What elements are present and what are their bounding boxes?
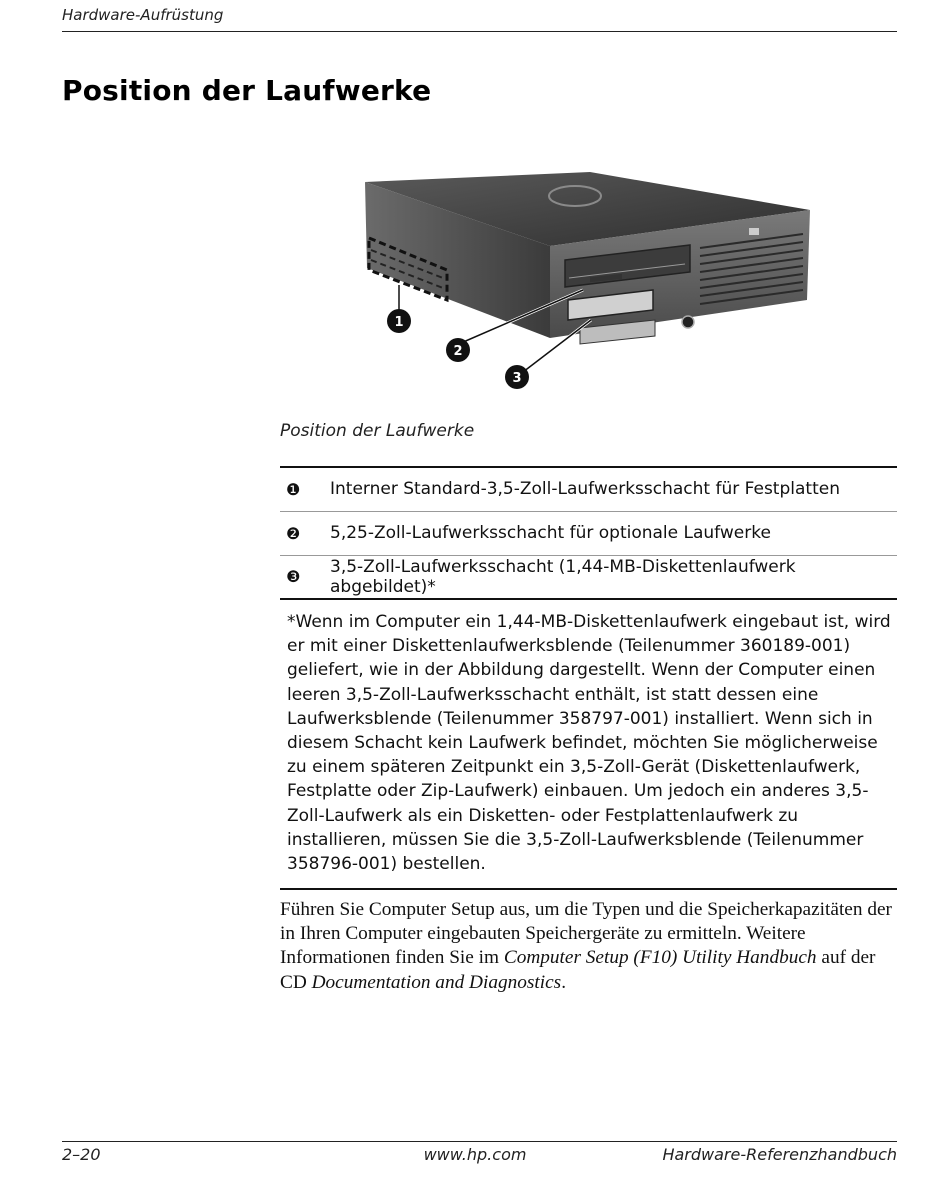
- legend-row: [280, 467, 897, 511]
- power-button: [682, 316, 694, 328]
- body-paragraph: [280, 898, 900, 995]
- body-italic-1: Computer Setup (F10) Utility Handbuch: [503, 947, 817, 969]
- legend-marker: ❷: [286, 523, 301, 543]
- legend-marker: ❶: [286, 479, 301, 499]
- svg-text:1: 1: [394, 315, 404, 330]
- legend-table: [280, 466, 897, 600]
- body-text-2: auf der CD: [280, 947, 876, 993]
- footer-rule: [62, 1141, 897, 1142]
- legend-marker: ❸: [286, 567, 301, 587]
- legend-row: [280, 555, 897, 599]
- svg-text:3: 3: [512, 371, 522, 386]
- footer-book-title: Hardware-Referenzhandbuch: [662, 1145, 897, 1164]
- body-italic-2: Documentation and Diagnostics: [311, 971, 562, 993]
- callout-2: [446, 338, 470, 362]
- callout-1: [387, 309, 411, 333]
- footer-page-number: 2–20: [62, 1145, 101, 1164]
- body-text-3: .: [561, 971, 567, 993]
- computer-drive-figure: [355, 150, 815, 400]
- header-rule: [62, 31, 897, 32]
- legend-text: 3,5-Zoll-Laufwerksschacht (1,44-MB-Diskettenlaufwerk abgebildet)*: [330, 556, 796, 597]
- footnote: *Wenn im Computer ein 1,44-MB-Diskettenlaufwerk eingebaut ist, wird er mit einer Diskettenlaufwerksblende (Teilenummer 360189-001) geliefert, wie in der Abbildung dargestellt. Wenn der Computer einen leeren 3,5-Zoll-Laufwerksschacht enthält, ist statt dessen eine Laufwerksblende (Teilenummer 358797-001) installiert. Wenn sich in diesem Schacht kein Laufwerk befindet, möchten Sie möglicherweise zu einem späteren Zeitpunkt ein 3,5-Zoll-Gerät (Diskettenlaufwerk, Festplatte oder Zip-Laufwerk) einbauen. Um jedoch ein anderes 3,5-Zoll-Laufwerk als ein Disketten- oder Festplattenlaufwerk zu installieren, müssen Sie die 3,5-Zoll-Laufwerksblende (Teilenummer 358796-001) bestellen.: [280, 602, 897, 890]
- callout-3: [505, 365, 529, 389]
- footer-url: www.hp.com: [423, 1145, 527, 1164]
- hp-badge-front: [749, 228, 759, 235]
- body-text-1: Führen Sie Computer Setup aus, um die Typen und die Speicherkapazitäten der in Ihren Computer eingebauten Speichergeräte zu ermitteln. Weitere Informationen finden Sie im: [280, 899, 892, 969]
- running-header: Hardware-Aufrüstung: [62, 6, 224, 24]
- legend-text: 5,25-Zoll-Laufwerksschacht für optionale Laufwerke: [330, 523, 771, 543]
- legend-text: Interner Standard-3,5-Zoll-Laufwerksschacht für Festplatten: [330, 479, 840, 500]
- page-title: Position der Laufwerke: [62, 74, 432, 107]
- svg-text:2: 2: [453, 344, 463, 359]
- figure-caption: Position der Laufwerke: [280, 421, 475, 441]
- legend-row: [280, 511, 897, 555]
